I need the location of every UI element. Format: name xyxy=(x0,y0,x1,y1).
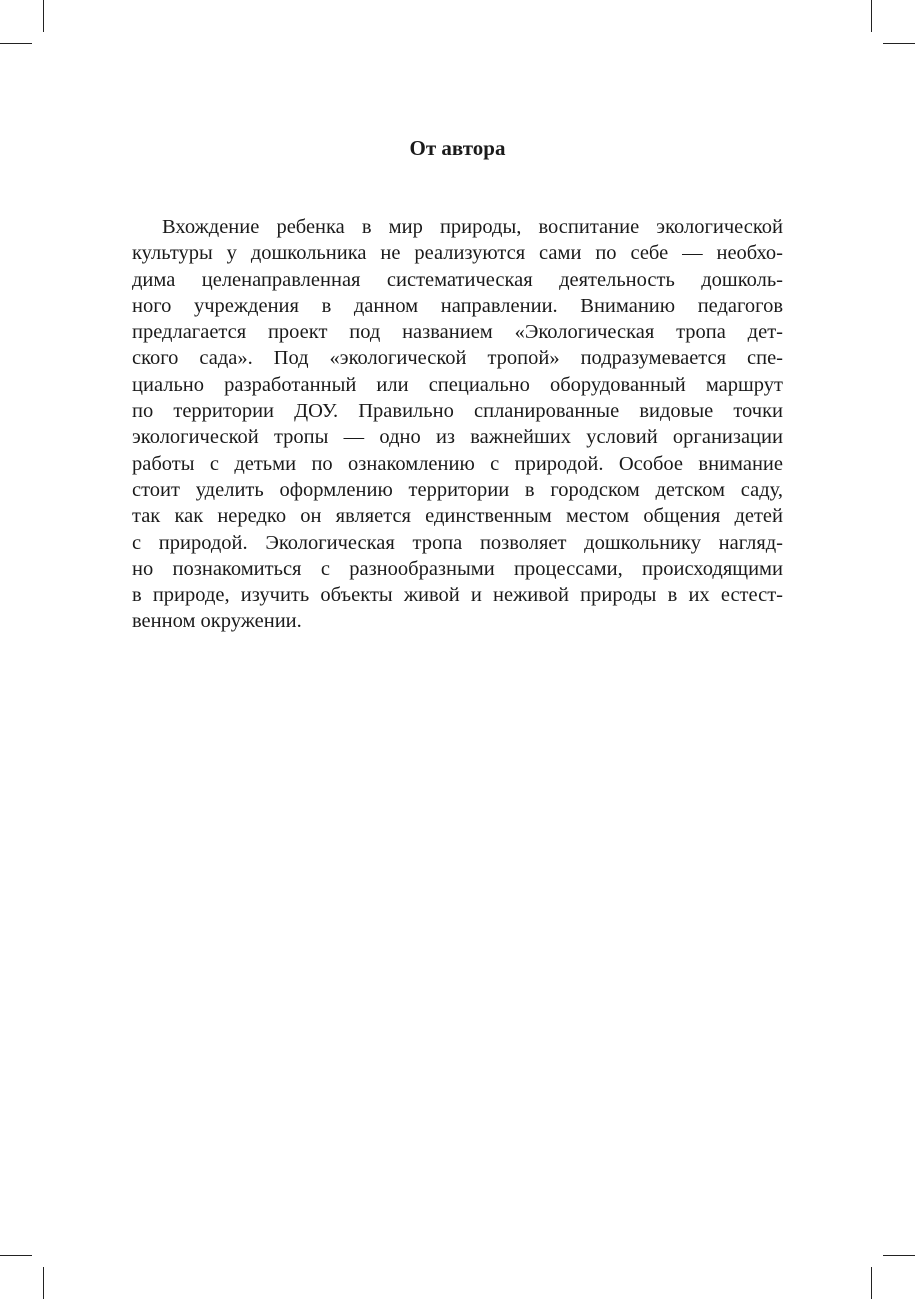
crop-mark-top-right-horizontal xyxy=(883,43,915,44)
paragraph-line: Вхождение ребенка в мир природы, воспитание экологической xyxy=(162,216,783,238)
crop-mark-bottom-left-horizontal xyxy=(0,1255,32,1256)
body-paragraph xyxy=(132,214,783,635)
paragraph-line: экологической тропы — одно из важнейших условий организации xyxy=(132,426,783,449)
paragraph-line: по территории ДОУ. Правильно спланированные видовые точки xyxy=(132,400,783,423)
crop-mark-top-right-vertical xyxy=(871,0,872,32)
paragraph-line: предлагается проект под названием «Экологическая тропа дет- xyxy=(132,321,783,344)
paragraph-line: работы с детьми по ознакомлению с природой. Особое внимание xyxy=(132,452,783,475)
paragraph-line: циально разработанный или специально оборудованный маршрут xyxy=(132,373,783,396)
crop-mark-bottom-left-vertical xyxy=(43,1267,44,1299)
paragraph-line: но познакомиться с разнообразными процессами, происходящими xyxy=(132,557,783,580)
crop-mark-bottom-right-horizontal xyxy=(883,1255,915,1256)
page-title: От автора xyxy=(409,136,506,160)
paragraph-line: стоит уделить оформлению территории в городском детском саду, xyxy=(132,478,783,501)
paragraph-line: культуры у дошкольника не реализуются сами по себе — необхо- xyxy=(132,242,783,265)
paragraph-line: венном окружении. xyxy=(132,610,302,633)
paragraph-line: с природой. Экологическая тропа позволяет дошкольнику нагляд- xyxy=(132,531,783,554)
paragraph-line: дима целенаправленная систематическая деятельность дошколь- xyxy=(132,268,783,291)
crop-mark-top-left-horizontal xyxy=(0,43,32,44)
paragraph-line: так как нередко он является единственным местом общения детей xyxy=(132,505,783,528)
crop-mark-top-left-vertical xyxy=(43,0,44,32)
crop-mark-bottom-right-vertical xyxy=(871,1267,872,1299)
paragraph-line: ного учреждения в данном направлении. Вниманию педагогов xyxy=(132,294,783,317)
paragraph-line: ского сада». Под «экологической тропой» подразумевается спе- xyxy=(132,347,783,370)
paragraph-line: в природе, изучить объекты живой и неживой природы в их естест- xyxy=(132,584,783,607)
